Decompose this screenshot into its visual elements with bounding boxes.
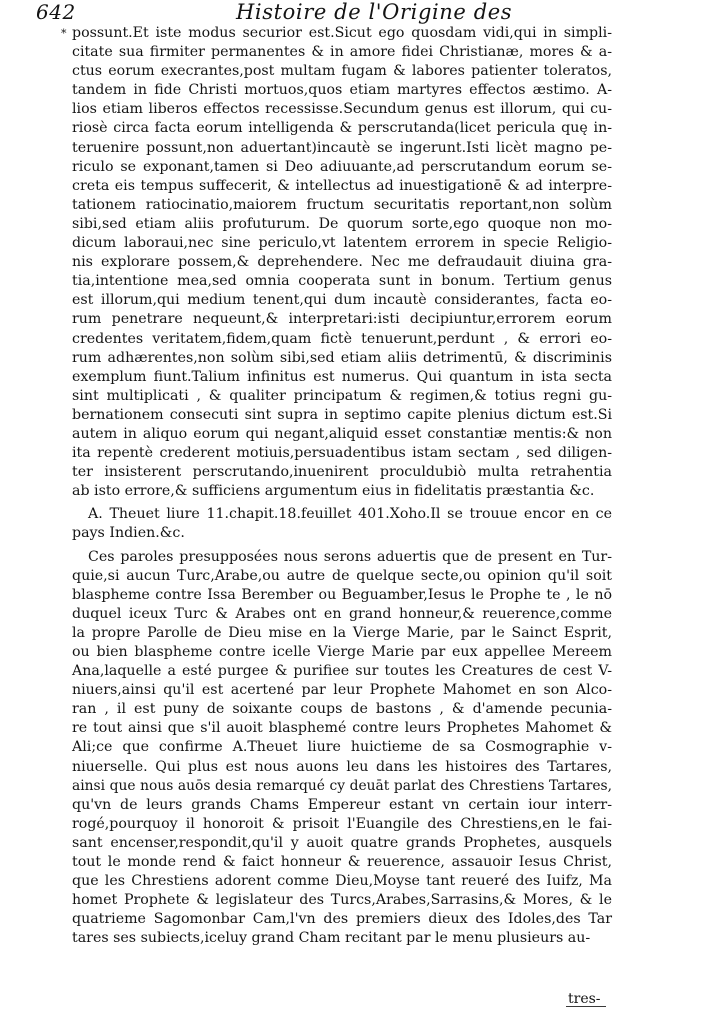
text-line (72, 719, 612, 738)
text-line (72, 891, 612, 910)
line-text: quatrieme Sagomonbar Cam,l'vn des premiers dieux des Idoles,des Tar (72, 911, 612, 928)
catchword-rule (566, 1006, 606, 1007)
line-text: rogé,pourquoy il honoroit & prisoit l'Euangile des Chrestiens,en le fai- (72, 815, 612, 832)
running-title: Histoire de l'Origine des (236, 0, 513, 24)
line-text: sint multiplicati , & qualiter principatum & regimen,& totius regni gu- (72, 387, 612, 404)
line-text: ab isto errore,& sufficiens argumentum eius in fidelitatis præstantia &c. (72, 483, 595, 500)
text-line (72, 643, 612, 662)
line-text: citate sua firmiter permanentes & in amore fidei Christianæ, mores & a- (72, 44, 612, 61)
line-text: ter insisterent perscrutando,inuenirent proculdubiò multa retrahentia (72, 464, 612, 481)
text-line (72, 444, 612, 463)
line-text: lios etiam liberos effectos recessisse.Secundum genus est illorum, qui cu- (72, 101, 612, 118)
line-text: tandem in fide Christi mortuos,quos etiam martyres effectos æstimo. A- (72, 82, 612, 99)
page-header (36, 0, 656, 24)
line-text: riosè circa facta eorum intelligenda & perscrutanda(licet pericula quę in- (72, 120, 612, 137)
line-text: dicum laboraui,nec sine periculo,vt latentem errorem in specie Religio- (72, 235, 612, 252)
line-text: ita repentè crederent motiuis,persuadentibus istam sectam , sed diligen- (72, 445, 612, 462)
line-text: possunt.Et iste modus securior est.Sicut ego quosdam vidi,qui in simpli- (72, 25, 612, 41)
line-text: rum adhærentes,non solùm sibi,sed etiam aliis detrimentū, & discriminis (72, 349, 612, 366)
line-text: tout le monde rend & faict honneur & reuerence, assauoir Iesus Christ, (72, 854, 612, 871)
text-line (72, 524, 612, 543)
text-line (72, 119, 612, 138)
line-text: qu'vn de leurs grands Chams Empereur estant vn certain iour interr- (72, 796, 612, 813)
text-line (72, 482, 612, 501)
line-text: nis explorare possem,& deprehendere. Nec me defraudauit diuina gra- (72, 254, 612, 271)
text-line (72, 139, 612, 158)
text-line (72, 234, 612, 253)
line-text: A. Theuet liure 11.chapit.18.feuillet 401.Xoho.Il se trouue encor en ce (88, 506, 612, 523)
text-line (72, 567, 612, 586)
line-text: sibi,sed etiam aliis profuturum. De quorum sorte,ego quoque non mo- (72, 215, 612, 232)
text-line (72, 662, 612, 681)
catchword: tres- (568, 991, 601, 1007)
text-line (72, 681, 612, 700)
line-text: tia,intentione mea,sed omnia cooperata sunt in bonum. Tertium genus (72, 273, 612, 290)
line-text: que les Chrestiens adorent comme Dieu,Moyse tant reueré des Iuifz, Ma (72, 873, 612, 890)
text-line (72, 425, 612, 444)
line-text: bernationem consecuti sint supra in septimo capite plenius dictum est.Si (72, 406, 612, 423)
line-text: autem in aliquo eorum qui negant,aliquid esset constantiæ mentis:& non (72, 425, 612, 442)
line-text: quie,si aucun Turc,Arabe,ou autre de quelque secte,ou opinion qu'il soit (72, 567, 612, 584)
text-line (72, 43, 612, 62)
line-text: Ces paroles presupposées nous serons aduertis que de present en Tur- (88, 548, 612, 565)
text-line (72, 700, 612, 719)
text-line (72, 81, 612, 100)
line-text: tationem ratiocinatio,maiorem fructum securitatis reportant,non solùm (72, 196, 612, 213)
text-line (72, 62, 612, 81)
page-number: 642 (36, 0, 76, 24)
line-text: ran , il est puny de soixante coups de bastons , & d'amende pecunia- (72, 701, 612, 718)
line-text: Ali;ce que confirme A.Theuet liure huictieme de sa Cosmographie v- (72, 739, 612, 756)
text-line (72, 872, 612, 891)
line-text: creta eis tempus suffecerit, & intellectus ad inuestigationē & ad interpre- (72, 177, 612, 194)
text-line (72, 853, 612, 872)
text-line (72, 586, 612, 605)
text-line (72, 834, 612, 853)
text-line (72, 387, 612, 406)
text-line (72, 310, 612, 329)
line-text: credentes veritatem,fidem,quam fictè tenuerunt,perdunt , & errori eo- (72, 330, 612, 347)
line-text: riculo se exponant,tamen si Deo adiuuante,ad perscrutandum eorum se- (72, 158, 612, 175)
line-text: re tout ainsi que s'il auoit blasphemé contre leurs Prophetes Mahomet & (72, 720, 612, 737)
line-text: la propre Parolle de Dieu mise en la Vierge Marie, par le Sainct Esprit, (72, 624, 612, 641)
text-line (72, 605, 612, 624)
line-text: niuerselle. Qui plus est nous auons leu dans les histoires des Tartares, (72, 758, 612, 775)
text-line (72, 196, 612, 215)
text-line (72, 272, 612, 291)
body-text (61, 24, 612, 949)
text-line (61, 24, 612, 43)
text-line (72, 463, 612, 482)
text-line (72, 796, 612, 815)
line-text: ou bien blaspheme contre icelle Vierge Marie par eux appellee Mereem (72, 644, 612, 660)
line-text: pays Indien.&c. (72, 525, 185, 542)
text-line (72, 548, 612, 567)
line-text: ainsi que nous auōs desia remarqué cy deuāt parlat des Chrestiens Tartares, (72, 777, 612, 794)
text-line (72, 738, 612, 757)
text-line (72, 100, 612, 119)
line-text: tares ses subiects,iceluy grand Cham recitant par le menu plusieurs au- (72, 930, 591, 947)
text-line (72, 406, 612, 425)
text-line (72, 253, 612, 272)
text-line (72, 910, 612, 929)
text-line (72, 291, 612, 310)
line-text: rum penetrare nequeunt,& interpretari:isti decipiuntur,errorem eorum (72, 311, 612, 328)
line-text: blaspheme contre Issa Berember ou Beguamber,Iesus le Prophe te , le nō (72, 586, 612, 603)
text-line (72, 777, 612, 796)
line-text: homet Prophete & legislateur des Turcs,Arabes,Sarrasins,& Mores, & le (72, 892, 612, 909)
line-text: Ana,laquelle a esté purgee & purifiee sur toutes les Creatures de cest V- (72, 663, 612, 680)
line-text: duquel iceux Turc & Arabes ont en grand honneur,& reuerence,comme (72, 605, 612, 622)
line-text: exemplum fiunt.Talium infinitus est numerus. Qui quantum in ista secta (72, 368, 612, 385)
paragraph-french (72, 548, 612, 949)
paragraph-thevet-note (72, 505, 612, 543)
text-line (72, 815, 612, 834)
text-line (72, 758, 612, 777)
text-line (72, 929, 612, 948)
text-line (72, 624, 612, 643)
text-line (72, 158, 612, 177)
text-line (72, 330, 612, 349)
text-line (72, 505, 612, 524)
margin-marker: * (61, 27, 67, 40)
text-line (72, 177, 612, 196)
text-line (72, 215, 612, 234)
text-line (72, 368, 612, 387)
paragraph-latin (61, 24, 612, 501)
line-text: ctus eorum execrantes,post multam fugam & labores patienter toleratos, (72, 63, 612, 80)
line-text: est illorum,qui medium tenent,qui dum incautè considerantes, facta eo- (72, 292, 612, 309)
line-text: teruenire possunt,non aduertant)incautè se ingerunt.Isti licèt magno pe- (72, 139, 612, 156)
line-text: niuers,ainsi qu'il est acertené par leur Prophete Mahomet en son Alco- (72, 682, 612, 699)
line-text: sant encenser,respondit,qu'il y auoit quatre grands Prophetes, ausquels (72, 834, 612, 851)
text-line (72, 349, 612, 368)
